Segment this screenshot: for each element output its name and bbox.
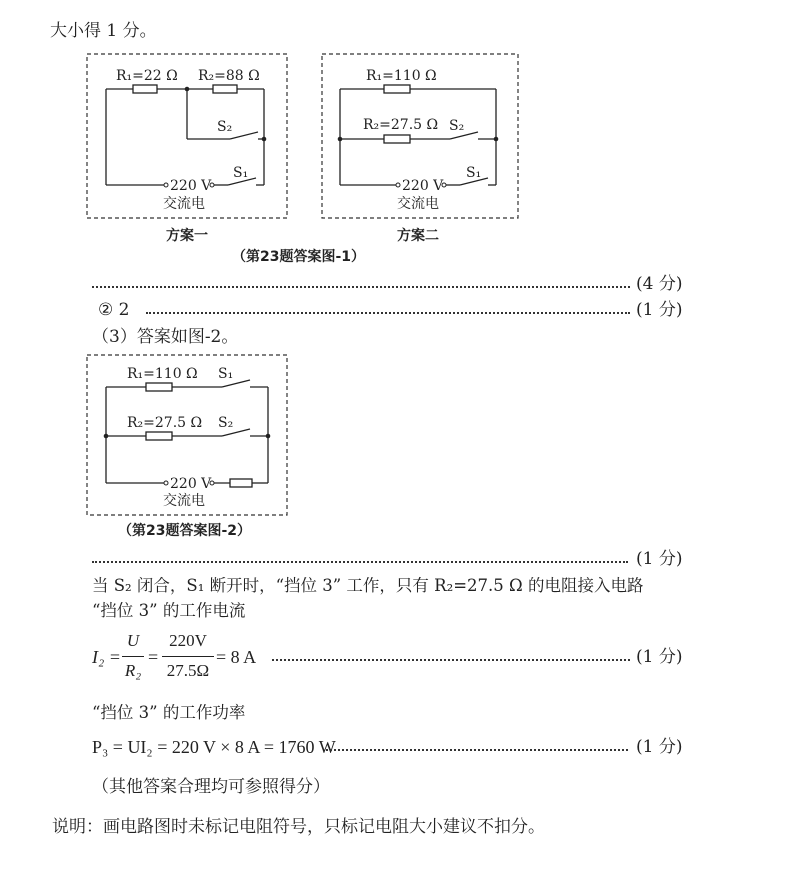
dotted-leader <box>92 561 628 563</box>
circuit-figure-2 <box>0 345 807 525</box>
plan2-source: 交流电 <box>397 196 439 212</box>
eq1-rhs: = 8 A <box>216 647 257 667</box>
fraction-bar <box>122 656 144 657</box>
eq2-text: P₃ = UI₂ = 220 V × 8 A = 1760 W <box>92 737 336 757</box>
eq1-den1: R₂ <box>124 661 142 680</box>
eq1-num1: U <box>126 631 140 650</box>
plan1-r1-label: R₁=22 Ω <box>116 68 178 84</box>
note-text: （其他答案合理均可参照得分） <box>92 777 330 797</box>
plan1-r2-label: R₂=88 Ω <box>198 68 260 84</box>
remark-text: 说明：画电路图时未标记电阻符号，只标记电阻大小建议不扣分。 <box>52 817 545 837</box>
fraction-bar <box>162 656 214 657</box>
figure1-caption: （第23题答案图-1） <box>232 249 366 265</box>
dotted-leader <box>92 286 630 288</box>
part3-text: （3）答案如图-2。 <box>92 327 239 347</box>
explain-line-3: “挡位 3” 的工作功率 <box>92 703 246 722</box>
fig2-s2-label: S₂ <box>218 415 234 431</box>
item2-label: ② 2 <box>98 300 130 320</box>
equals-sign: = <box>148 647 159 667</box>
dotted-leader <box>272 659 630 661</box>
eq1-score: (1 分) <box>636 647 683 667</box>
dotted-leader <box>326 749 628 751</box>
fig2-r1-label: R₁=110 Ω <box>127 366 198 382</box>
eq1-num2: 220V <box>169 631 207 650</box>
fig2-r2-label: R₂=27.5 Ω <box>127 415 203 431</box>
plan1-source: 交流电 <box>163 196 205 212</box>
plan1-s1-label: S₁ <box>233 165 249 181</box>
explain-line-2: “挡位 3” 的工作电流 <box>92 601 246 620</box>
explain-line-1: 当 S₂ 闭合，S₁ 断开时，“挡位 3” 工作，只有 R₂=27.5 Ω 的电阻接入电路 <box>92 576 644 595</box>
plan2-r1-label: R₁=110 Ω <box>366 68 437 84</box>
figure2-caption: （第23题答案图-2） <box>118 523 252 539</box>
eq1-lhs: I₂ = <box>92 647 121 667</box>
eq1-den2: 27.5Ω <box>166 661 210 680</box>
fig2-s1-label: S₁ <box>218 366 234 382</box>
plan2-s2-label: S₂ <box>449 118 465 134</box>
fig2-voltage: 220 V <box>170 476 212 492</box>
plan1-s2-label: S₂ <box>217 119 233 135</box>
score-3: (1 分) <box>636 549 683 569</box>
eq2-score: (1 分) <box>636 737 683 757</box>
score-2: (1 分) <box>636 300 683 320</box>
dotted-leader <box>146 312 630 314</box>
plan2-s1-label: S₁ <box>466 165 482 181</box>
score-1: (4 分) <box>636 274 683 294</box>
plan2-caption: 方案二 <box>397 228 439 244</box>
intro-text: 大小得 1 分。 <box>50 21 157 41</box>
plan2-voltage: 220 V <box>402 178 444 194</box>
fig2-source: 交流电 <box>163 493 205 509</box>
plan2-r2-label: R₂=27.5 Ω <box>363 117 439 133</box>
plan1-caption: 方案一 <box>166 228 208 244</box>
plan1-voltage: 220 V <box>170 178 212 194</box>
